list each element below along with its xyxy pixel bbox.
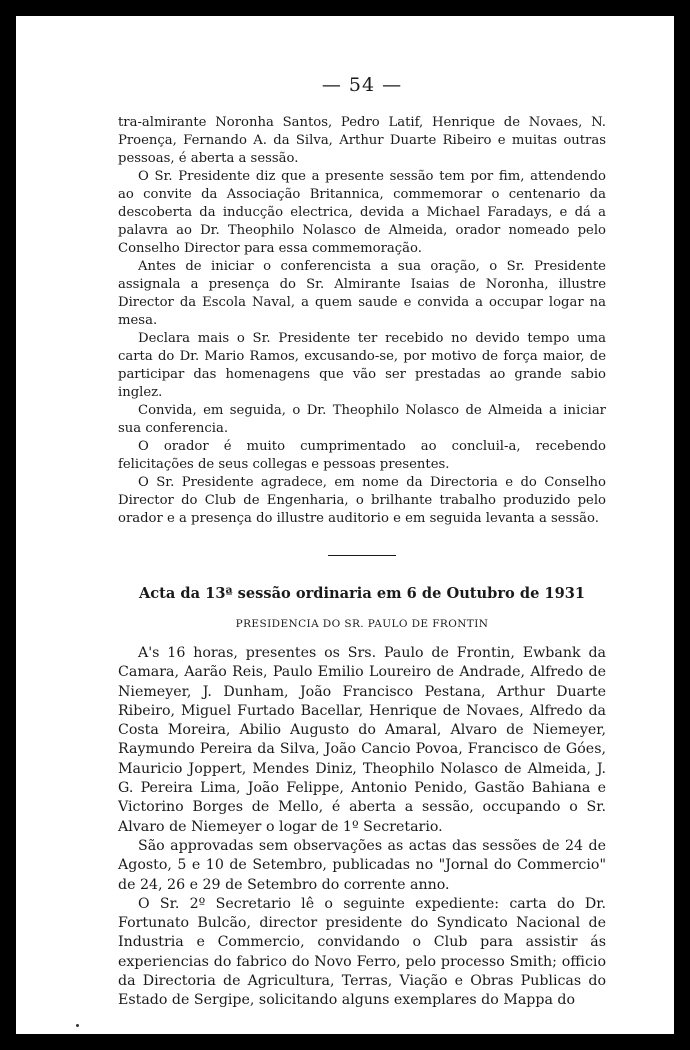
paragraph: Convida, em seguida, o Dr. Theophilo Nolasco de Almeida a iniciar sua conferencia.	[118, 403, 606, 436]
paragraph: A's 16 horas, presentes os Srs. Paulo de Frontin, Ewbank da Camara, Aarão Reis, Paulo Emilio Loureiro de Andrade, Alfredo de Niemeyer, J. Dunham, João Francisco Pestana, Arthur Duarte Ribeiro, Miguel Furtado Bacellar, Henrique de Novaes, Alfredo da Costa Moreira, Abilio Augusto do Amaral, Alvaro de Niemeyer, Raymundo Pereira da Silva, João Cancio Povoa, Francisco de Góes, Mauricio Joppert, Mendes Diniz, Theophilo Nolasco de Almeida, J. G. Pereira Lima, João Felippe, Antonio Penido, Gastão Bahiana e Victorino Borges de Mello, é aberta a sessão, occupando o Sr. Alvaro de Niemeyer o logar de 1º Secretario.	[118, 645, 606, 835]
paragraph: O Sr. Presidente diz que a presente sessão tem por fim, attendendo ao convite da Associação Britannica, commemorar o centenario da descoberta da inducção electrica, devida a Michael Faradays, e dá a palavra ao Dr. Theophilo Nolasco de Almeida, orador nomeado pelo Conselho Director para essa commemoração.	[118, 169, 606, 256]
page-number: — 54 —	[321, 74, 403, 96]
session-closing-section	[118, 114, 606, 528]
paragraph: tra-almirante Noronha Santos, Pedro Latif, Henrique de Novaes, N. Proença, Fernando A. da Silva, Arthur Duarte Ribeiro e muitas outras pessoas, é aberta a sessão.	[118, 115, 606, 166]
acta-title: Acta da 13ª sessão ordinaria em 6 de Outubro de 1931	[138, 585, 586, 602]
paragraph: O Sr. Presidente agradece, em nome da Directoria e do Conselho Director do Club de Engenharia, o brilhante trabalho produzido pelo orador e a presença do illustre auditorio e em seguida levanta a sessão.	[118, 475, 606, 526]
paragraph: Declara mais o Sr. Presidente ter recebido no devido tempo uma carta do Dr. Mario Ramos, excusando-se, por motivo de força maior, de participar das homenagens que vão ser prestadas ao grande sabio inglez.	[118, 331, 606, 400]
document-page	[16, 16, 674, 1034]
presidencia-heading: PRESIDENCIA DO SR. PAULO DE FRONTIN	[235, 618, 489, 630]
paragraph: São approvadas sem observações as actas das sessões de 24 de Agosto, 5 e 10 de Setembro, publicadas no "Jornal do Commercio" de 24, 26 e 29 de Setembro do corrente anno.	[118, 837, 606, 893]
section-divider	[328, 555, 396, 556]
paragraph: O Sr. 2º Secretario lê o seguinte expediente: carta do Dr. Fortunato Bulcão, director presidente do Syndicato Nacional de Industria e Commercio, convidando o Club para assistir ás experiencias do fabrico do Novo Ferro, pelo processo Smith; officio da Directoria de Agricultura, Terras, Viação e Obras Publicas do Estado de Sergipe, solicitando alguns exemplares do Mappa do	[118, 895, 606, 1009]
print-speck	[76, 1024, 79, 1027]
paragraph: O orador é muito cumprimentado ao concluil-a, recebendo felicitações de seus collegas e pessoas presentes.	[118, 439, 606, 472]
acta-body	[118, 644, 606, 1011]
page-content	[118, 74, 606, 1011]
paragraph: Antes de iniciar o conferencista a sua oração, o Sr. Presidente assignala a presença do Sr. Almirante Isaias de Noronha, illustre Director da Escola Naval, a quem saude e convida a occupar logar na mesa.	[118, 259, 606, 328]
